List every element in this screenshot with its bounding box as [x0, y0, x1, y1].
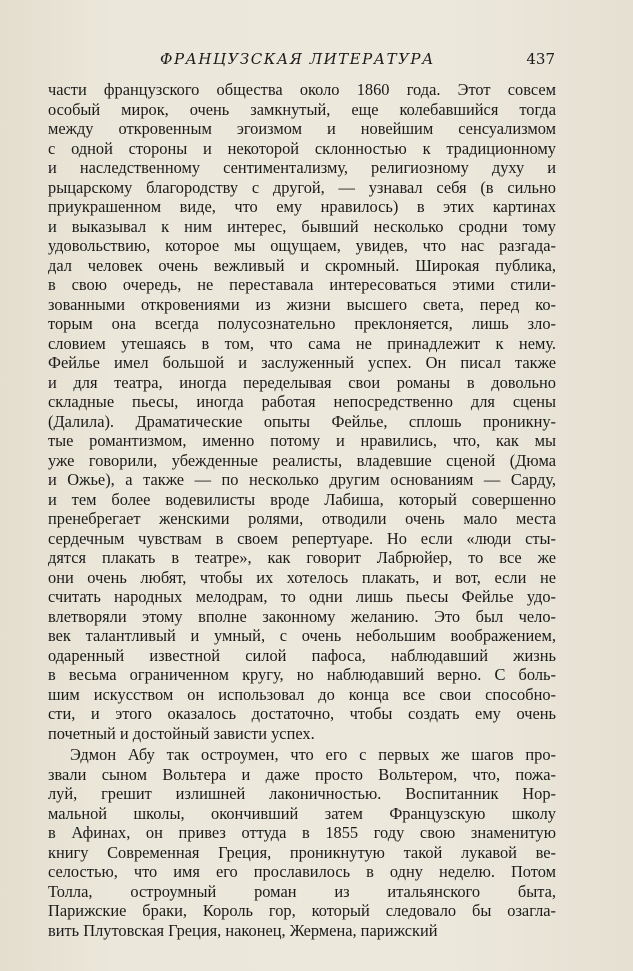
paragraph [48, 80, 556, 743]
text-line: (Далила). Драматические опыты Фейлье, сплошь проникну- [48, 411, 556, 431]
text-line: пренебрегает женскими ролями, отводили очень мало места [48, 509, 556, 528]
text-line: приукрашенном виде, что ему нравилось) в этих картинах [48, 197, 556, 216]
text-line: торым она всегда полусознательно преклоняется, лишь зло- [48, 314, 556, 333]
running-head [55, 50, 555, 72]
text-line: в свою очередь, не переставала интересоваться этими стили- [48, 275, 556, 294]
text-line: и наследственному сентиментализму, религиозному духу и [48, 158, 556, 177]
text-line: луй, грешит излишней лаконичностью. Воспитанник Нор- [48, 784, 556, 803]
text-line: шим искусством он использовал до конца все свои способно- [48, 684, 556, 704]
text-line: влетворяли этому вполне законному желанию. Это был чело- [48, 606, 556, 626]
text-line: Толла, остроумный роман из итальянского быта, [48, 881, 556, 901]
text-line: и для театра, иногда переделывая свои романы в довольно [48, 372, 556, 392]
text-line: удовольствию, которое мы ощущаем, увидев, что нас разгада- [48, 236, 556, 255]
paragraph [48, 745, 556, 940]
text-line: и Ожье), а также — по несколько другим основаниям — Сарду, [48, 470, 556, 489]
text-line: складные пьесы, иногда работая непосредственно для сцены [48, 392, 556, 411]
text-line: тые романтизмом, именно потому и нравились, что, как мы [48, 431, 556, 450]
text-line: они очень любят, чтобы их хотелось плакать, и вот, если не [48, 567, 556, 587]
text-line: дал человек очень вежливый и скромный. Широкая публика, [48, 255, 556, 275]
text-line: дятся плакать в театре», как говорит Лабрюйер, то все же [48, 548, 556, 567]
text-line: между откровенным эгоизмом и новейшим сенсуализмом [48, 119, 556, 138]
text-line: звали сыном Вольтера и даже просто Вольтером, что, пожа- [48, 764, 556, 784]
text-line: и тем более водевилисты вроде Лабиша, который совершенно [48, 489, 556, 509]
text-line: Эдмон Абу так остроумен, что его с первых же шагов про- [70, 745, 556, 764]
text-line: Парижские браки, Король гор, который следовало бы озагла- [48, 901, 556, 920]
text-line: в Афинах, он привез оттуда в 1855 году свою знаменитую [48, 823, 556, 842]
text-line: мальной школы, окончивший затем Французскую школу [48, 803, 556, 823]
text-line: сти, и этого оказалось достаточно, чтобы создать ему очень [48, 704, 556, 723]
text-line: одаренный известной силой пафоса, наблюдавший жизнь [48, 645, 556, 665]
text-line: почетный и достойный зависти успех. [48, 723, 315, 743]
text-line: и выказывал к ним интерес, бывший несколько сродни тому [48, 216, 556, 236]
text-line: век талантливый и умный, с очень небольшим воображением, [48, 626, 556, 645]
text-line: сердечным чувствам в своем репертуаре. Но если «люди сты- [48, 528, 556, 548]
text-line: селостью, что имя его прославилось в одну неделю. Потом [48, 862, 556, 881]
text-line: части французского общества около 1860 года. Этот совсем [48, 80, 556, 99]
text-line: книгу Современная Греция, проникнутую такой лукавой ве- [48, 842, 556, 862]
text-line: в весьма ограниченном кругу, но наблюдавший верно. С боль- [48, 665, 556, 684]
text-line: с одной стороны и некоторой склонностью к традиционному [48, 138, 556, 158]
text-line: считать народных мелодрам, то одни лишь пьесы Фейлье удо- [48, 587, 556, 606]
running-title: ФРАНЦУЗСКАЯ ЛИТЕРАТУРА [160, 50, 435, 68]
text-line: рыцарскому благородству с другой, — узнавал себя (в сильно [48, 177, 556, 197]
text-line: уже говорили, убежденные реалисты, владевшие сценой (Дюма [48, 450, 556, 470]
body-text [48, 80, 556, 940]
text-line: вить Плутовская Греция, наконец, Жермена, парижский [48, 920, 438, 940]
text-line: зованными откровениями из жизни высшего света, перед ко- [48, 294, 556, 314]
page-number: 437 [526, 50, 555, 68]
text-line: особый мирок, очень замкнутый, еще колебавшийся тогда [48, 99, 556, 119]
text-line: Фейлье имел большой и заслуженный успех. Он писал также [48, 353, 556, 372]
text-line: словием утешаясь в том, что сама не принадлежит к нему. [48, 333, 556, 353]
